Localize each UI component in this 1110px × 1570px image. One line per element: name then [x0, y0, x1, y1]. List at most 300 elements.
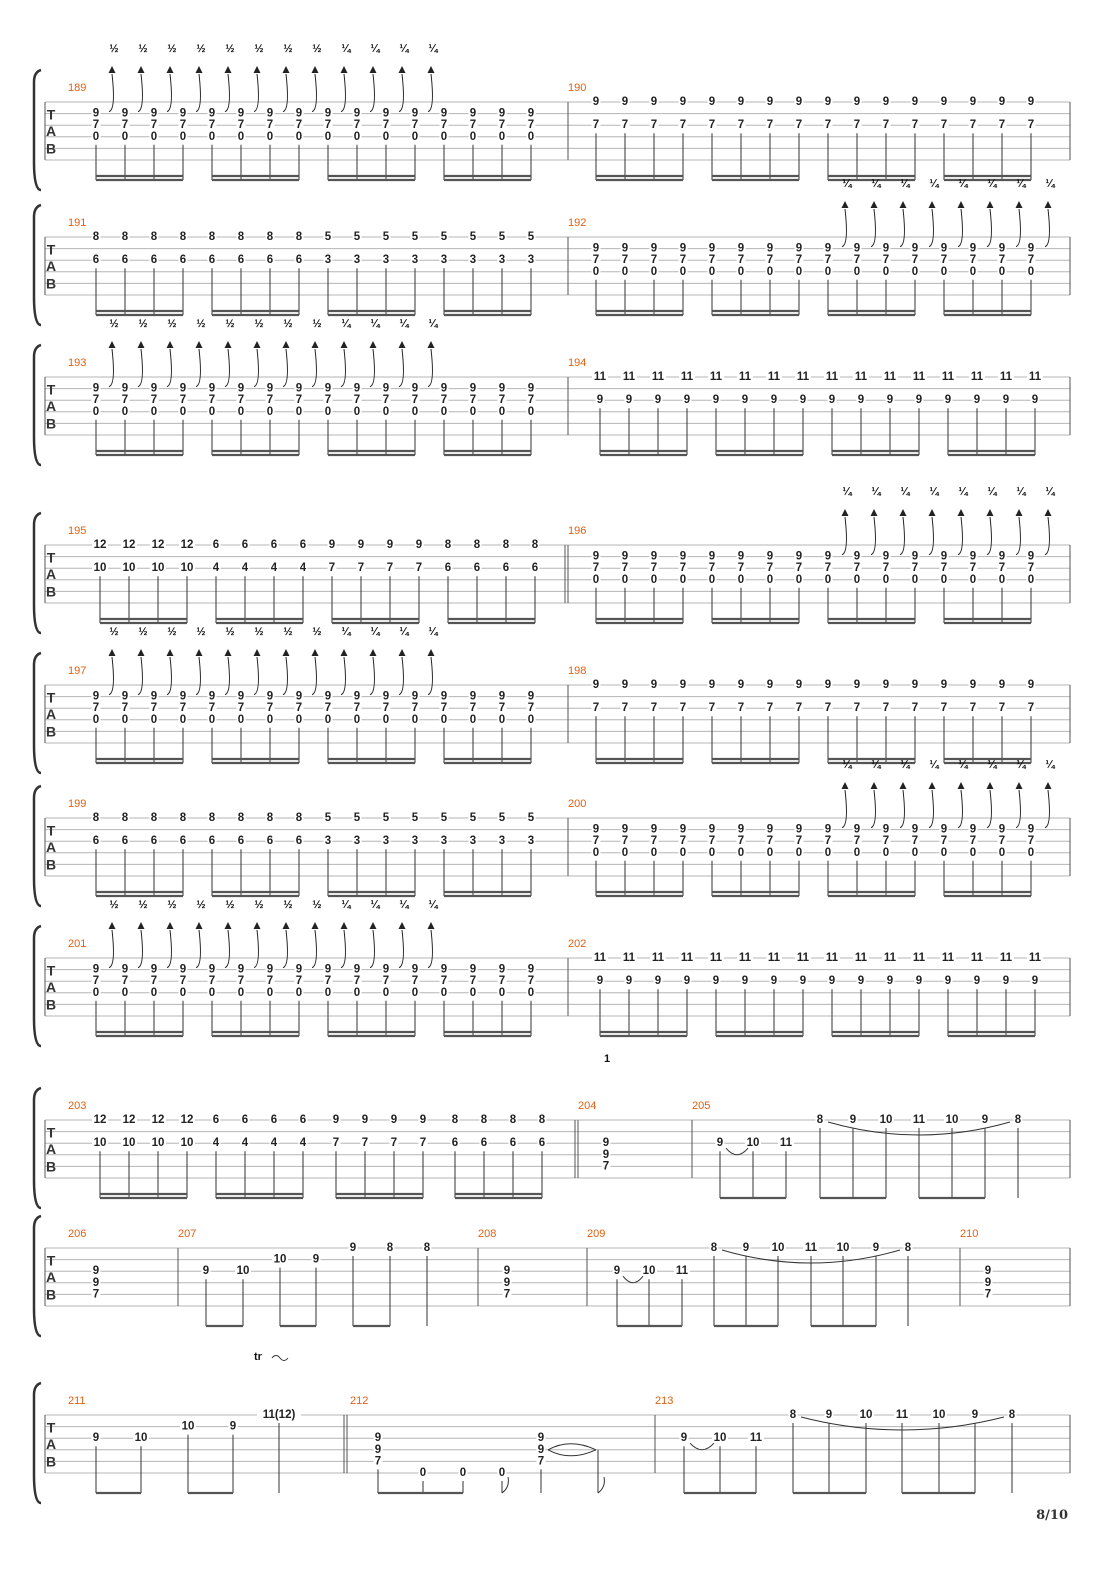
fret-number: 9: [1031, 394, 1039, 407]
bend-arrowhead: [370, 922, 377, 929]
fret-number: 11: [738, 371, 752, 383]
bend-amount: ¼: [987, 178, 997, 190]
fret-number: 6: [266, 254, 274, 267]
fret-number: 3: [527, 254, 535, 267]
bend-amount: ¼: [341, 318, 351, 330]
bend-amount: ½: [138, 43, 148, 55]
fret-number: 9: [940, 823, 948, 836]
bend-curve: [871, 209, 875, 247]
fret-number: 7: [295, 394, 303, 407]
fret-number: 7: [266, 702, 274, 715]
bend-curve: [900, 209, 904, 247]
fret-number: 7: [121, 119, 129, 132]
fret-number: 7: [824, 562, 832, 575]
bend-amount: ½: [312, 318, 322, 330]
fret-number: 9: [602, 1137, 610, 1150]
fret-number: 0: [766, 265, 774, 278]
bend-amount: ¼: [341, 43, 351, 55]
bend-curve: [167, 930, 171, 968]
measure-number: 210: [960, 1228, 979, 1240]
fret-number: 7: [602, 1160, 610, 1173]
bend-arrowhead: [109, 341, 116, 348]
bend-curve: [370, 349, 374, 387]
tab-label-a: A: [45, 1269, 57, 1285]
tab-label-a: A: [45, 839, 57, 855]
fret-number: 0: [969, 846, 977, 859]
fret-number: 7: [679, 254, 687, 267]
fret-number: 9: [679, 550, 687, 563]
tab-label-b: B: [45, 1158, 57, 1175]
fret-number: 9: [981, 1114, 989, 1126]
bend-curve: [254, 74, 258, 112]
bend-curve: [958, 790, 962, 828]
fret-number: 9: [683, 975, 691, 988]
fret-number: 12: [93, 1114, 107, 1126]
fret-number: 7: [295, 119, 303, 132]
bend-curve: [1045, 790, 1049, 828]
fret-number: 3: [498, 835, 506, 848]
bend-curve: [958, 517, 962, 555]
fret-number: 9: [324, 107, 332, 120]
tab-label-b: B: [45, 140, 57, 157]
fret-number: 7: [527, 119, 535, 132]
fret-number: 0: [121, 405, 129, 418]
fret-number: 8: [92, 231, 100, 243]
fret-number: 0: [469, 405, 477, 418]
fret-number: 10: [93, 562, 107, 575]
bend-amount: ½: [225, 626, 235, 638]
fret-number: 7: [527, 975, 535, 988]
fret-number: 4: [212, 562, 220, 575]
bend-amount: ½: [109, 899, 119, 911]
fret-number: 0: [179, 405, 187, 418]
fret-number: 0: [353, 405, 361, 418]
fret-number: 9: [1027, 242, 1035, 255]
trill-wave: [272, 1356, 288, 1361]
fret-number: 0: [998, 846, 1006, 859]
bend-amount: ½: [167, 43, 177, 55]
fret-number: 7: [498, 702, 506, 715]
measure-number: 197: [68, 665, 87, 677]
bend-amount: ½: [283, 899, 293, 911]
fret-number: 9: [766, 679, 774, 691]
fret-number: 9: [353, 107, 361, 120]
fret-number: 8: [1014, 1114, 1022, 1126]
bend-curve: [929, 209, 933, 247]
fret-number: 9: [266, 382, 274, 395]
fret-number: 7: [237, 975, 245, 988]
fret-number: 9: [973, 975, 981, 988]
staff-brace: [34, 345, 41, 465]
fret-number: 6: [179, 835, 187, 848]
fret-number: 9: [828, 975, 836, 988]
trill-marker: tr: [254, 1351, 262, 1363]
bend-curve: [312, 930, 316, 968]
fret-number: 11: [749, 1432, 763, 1445]
bend-arrowhead: [254, 66, 261, 73]
fret-number: 7: [92, 975, 100, 988]
fret-number: 7: [1027, 835, 1035, 848]
bend-amount: ¼: [428, 318, 438, 330]
staff-brace: [34, 653, 41, 773]
fret-number: 0: [411, 130, 419, 143]
volta-ending-number: 1: [603, 1053, 611, 1065]
fret-number: 10: [180, 1137, 194, 1150]
fret-number: 11: [593, 952, 607, 964]
fret-number: 8: [451, 1114, 459, 1126]
fret-number: 9: [92, 963, 100, 976]
bend-arrowhead: [109, 649, 116, 656]
fret-number: 9: [237, 963, 245, 976]
fret-number: 0: [237, 986, 245, 999]
fret-number: 9: [602, 1148, 610, 1161]
bend-amount: ¼: [871, 178, 881, 190]
fret-number: 9: [613, 1265, 621, 1278]
bend-arrowhead: [1016, 509, 1023, 516]
fret-number: 9: [353, 690, 361, 703]
fret-number: 7: [650, 254, 658, 267]
fret-number: 7: [940, 562, 948, 575]
fret-number: 11: [651, 371, 665, 383]
fret-number: 7: [853, 835, 861, 848]
fret-number: 9: [179, 690, 187, 703]
fret-number: 7: [795, 119, 803, 132]
measure-number: 195: [68, 525, 87, 537]
fret-number: 10: [771, 1242, 785, 1254]
fret-number: 8: [208, 812, 216, 824]
fret-number: 12: [122, 539, 136, 551]
fret-number: 7: [882, 702, 890, 715]
measure-number: 209: [587, 1228, 606, 1240]
fret-number: 9: [440, 107, 448, 120]
bend-amount: ¼: [1016, 759, 1026, 771]
bend-arrowhead: [167, 66, 174, 73]
bend-arrowhead: [958, 782, 965, 789]
bend-amount: ¼: [871, 759, 881, 771]
fret-number: 9: [650, 823, 658, 836]
fret-number: 9: [537, 1432, 545, 1445]
fret-number: 9: [121, 382, 129, 395]
bend-curve: [428, 74, 432, 112]
fret-number: 0: [92, 405, 100, 418]
fret-number: 0: [208, 713, 216, 726]
fret-number: 7: [795, 835, 803, 848]
fret-number: 7: [969, 254, 977, 267]
tab-label-t: T: [46, 106, 56, 123]
fret-number: 5: [469, 812, 477, 824]
fret-number: 0: [121, 986, 129, 999]
fret-number: 6: [241, 539, 249, 551]
fret-number: 9: [332, 1114, 340, 1126]
fret-number: 9: [969, 823, 977, 836]
fret-number: 7: [237, 702, 245, 715]
fret-number: 9: [824, 823, 832, 836]
bend-amount: ¼: [428, 626, 438, 638]
bend-curve: [987, 790, 991, 828]
fret-number: 9: [440, 690, 448, 703]
fret-number: 7: [332, 1137, 340, 1150]
fret-number: 7: [374, 1455, 382, 1468]
fret-number: 9: [625, 975, 633, 988]
fret-number: 7: [737, 562, 745, 575]
fret-number: 9: [411, 963, 419, 976]
fret-number: 0: [853, 846, 861, 859]
fret-number: 3: [440, 254, 448, 267]
fret-number: 3: [469, 254, 477, 267]
fret-number: 10: [151, 1137, 165, 1150]
fret-number: 0: [353, 713, 361, 726]
bend-amount: ½: [138, 899, 148, 911]
fret-number: 7: [150, 975, 158, 988]
bend-arrowhead: [871, 782, 878, 789]
fret-number: 9: [1027, 550, 1035, 563]
fret-number: 9: [498, 963, 506, 976]
bend-arrowhead: [842, 201, 849, 208]
fret-number: 7: [1027, 702, 1035, 715]
bend-arrowhead: [370, 341, 377, 348]
fret-number: 0: [621, 265, 629, 278]
bend-curve: [842, 790, 846, 828]
fret-number: 9: [766, 550, 774, 563]
fret-number: 7: [295, 702, 303, 715]
fret-number: 7: [621, 702, 629, 715]
fret-number: 9: [857, 975, 865, 988]
fret-number: 10: [181, 1420, 195, 1433]
fret-number: 9: [625, 394, 633, 407]
fret-number: 3: [353, 835, 361, 848]
fret-number: 8: [179, 812, 187, 824]
fret-number: 7: [679, 702, 687, 715]
fret-number: 6: [270, 539, 278, 551]
fret-number: 11: [796, 952, 810, 964]
fret-number: 9: [984, 1265, 992, 1278]
fret-number: 7: [882, 835, 890, 848]
fret-number: 0: [498, 986, 506, 999]
bend-curve: [842, 517, 846, 555]
fret-number: 5: [440, 812, 448, 824]
fret-number: 7: [266, 394, 274, 407]
bend-curve: [109, 74, 113, 112]
fret-number: 7: [353, 394, 361, 407]
fret-number: 7: [411, 119, 419, 132]
bend-amount: ¼: [428, 43, 438, 55]
fret-number: 11: [941, 952, 955, 964]
fret-number: 9: [824, 679, 832, 691]
fret-number: 9: [882, 550, 890, 563]
fret-number: 0: [295, 713, 303, 726]
fret-number: 9: [857, 394, 865, 407]
bend-arrowhead: [1045, 201, 1052, 208]
bend-curve: [138, 349, 142, 387]
bend-arrowhead: [842, 782, 849, 789]
fret-number: 7: [390, 1137, 398, 1150]
fret-number: 9: [915, 394, 923, 407]
bend-arrowhead: [370, 649, 377, 656]
fret-number: 7: [795, 562, 803, 575]
measure-number: 202: [568, 938, 587, 950]
fret-number: 10: [879, 1114, 893, 1126]
fret-number: 9: [911, 823, 919, 836]
fret-number: 9: [374, 1443, 382, 1456]
fret-number: 7: [679, 835, 687, 848]
fret-number: 7: [324, 975, 332, 988]
fret-number: 7: [940, 702, 948, 715]
fret-number: 7: [328, 562, 336, 575]
fret-number: 9: [828, 394, 836, 407]
bend-curve: [428, 349, 432, 387]
bend-amount: ¼: [842, 178, 852, 190]
fret-number: 6: [480, 1137, 488, 1150]
note-flag: [598, 1477, 604, 1493]
bend-curve: [225, 930, 229, 968]
bend-arrowhead: [225, 649, 232, 656]
bend-amount: ½: [225, 43, 235, 55]
fret-number: 7: [853, 562, 861, 575]
bend-amount: ¼: [900, 486, 910, 498]
bend-curve: [196, 930, 200, 968]
measure-number: 200: [568, 798, 587, 810]
fret-number: 6: [179, 254, 187, 267]
staff-brace: [34, 513, 41, 633]
fret-number: 9: [998, 242, 1006, 255]
bend-amount: ¼: [900, 178, 910, 190]
fret-number: 6: [121, 254, 129, 267]
fret-number: 7: [324, 394, 332, 407]
fret-number: 9: [179, 382, 187, 395]
fret-number: 6: [121, 835, 129, 848]
fret-number: 7: [824, 254, 832, 267]
bend-curve: [370, 930, 374, 968]
fret-number: 0: [498, 405, 506, 418]
fret-number: 9: [795, 679, 803, 691]
bend-amount: ½: [254, 318, 264, 330]
fret-number: 7: [650, 119, 658, 132]
fret-number: 7: [121, 394, 129, 407]
fret-number: 11: [912, 1114, 926, 1126]
fret-number: 7: [150, 702, 158, 715]
fret-number: 5: [527, 812, 535, 824]
fret-number: 0: [650, 573, 658, 586]
fret-number: 0: [737, 265, 745, 278]
fret-number: 9: [592, 679, 600, 691]
bend-amount: ¼: [1016, 486, 1026, 498]
bend-amount: ½: [167, 626, 177, 638]
fret-number: 10: [945, 1114, 959, 1126]
fret-number: 7: [411, 702, 419, 715]
fret-number: 8: [1008, 1409, 1016, 1421]
fret-number: 11: [883, 371, 897, 383]
fret-number: 10: [151, 562, 165, 575]
fret-number: 9: [92, 690, 100, 703]
bend-curve: [958, 209, 962, 247]
bend-curve: [225, 657, 229, 695]
bend-arrowhead: [987, 509, 994, 516]
fret-number: 3: [527, 835, 535, 848]
fret-number: 0: [266, 986, 274, 999]
fret-number: 7: [940, 254, 948, 267]
fret-number: 9: [882, 679, 890, 691]
bend-arrowhead: [399, 66, 406, 73]
bend-amount: ¼: [958, 178, 968, 190]
bend-amount: ¼: [958, 759, 968, 771]
fret-number: 10: [932, 1409, 946, 1421]
bend-arrowhead: [871, 201, 878, 208]
fret-number: 5: [411, 231, 419, 243]
fret-number: 9: [1002, 394, 1010, 407]
fret-number: 7: [737, 119, 745, 132]
fret-number: 3: [382, 835, 390, 848]
fret-number: 9: [708, 679, 716, 691]
fret-number: 6: [295, 835, 303, 848]
fret-number: 7: [592, 702, 600, 715]
fret-number: 0: [882, 265, 890, 278]
fret-number: 10: [180, 562, 194, 575]
fret-number: 11: [767, 952, 781, 964]
measure-number: 207: [178, 1228, 197, 1240]
fret-number: 9: [295, 690, 303, 703]
fret-number: 9: [795, 823, 803, 836]
bend-arrowhead: [254, 922, 261, 929]
fret-number: 8: [538, 1114, 546, 1126]
fret-number: 8: [266, 812, 274, 824]
fret-number: 0: [353, 130, 361, 143]
bend-arrowhead: [370, 66, 377, 73]
fret-number: 7: [92, 702, 100, 715]
bend-arrowhead: [283, 922, 290, 929]
tab-label-t: T: [46, 1419, 56, 1436]
fret-number: 9: [266, 963, 274, 976]
fret-number: 9: [766, 242, 774, 255]
bend-amount: ½: [109, 43, 119, 55]
fret-number: 5: [498, 231, 506, 243]
fret-number: 0: [911, 573, 919, 586]
fret-number: 9: [596, 975, 604, 988]
tab-label-a: A: [45, 706, 57, 722]
fret-number: 7: [237, 119, 245, 132]
fret-number: 0: [208, 130, 216, 143]
fret-number: 9: [374, 1432, 382, 1445]
fret-number: 4: [270, 562, 278, 575]
fret-number: 7: [386, 562, 394, 575]
fret-number: 7: [357, 562, 365, 575]
bend-arrowhead: [1045, 782, 1052, 789]
measure-number: 204: [578, 1100, 597, 1112]
fret-number: 0: [440, 405, 448, 418]
fret-number: 0: [998, 265, 1006, 278]
fret-number: 9: [92, 107, 100, 120]
fret-number: 0: [237, 713, 245, 726]
fret-number: 6: [473, 562, 481, 575]
tab-label-t: T: [46, 822, 56, 839]
fret-number: 9: [911, 96, 919, 108]
bend-arrowhead: [341, 66, 348, 73]
fret-number: 10: [93, 1137, 107, 1150]
fret-number: 0: [592, 846, 600, 859]
bend-arrowhead: [341, 341, 348, 348]
fret-number: 0: [150, 130, 158, 143]
fret-number: 6: [237, 254, 245, 267]
fret-number: 5: [411, 812, 419, 824]
bend-amount: ½: [312, 899, 322, 911]
fret-number: 9: [712, 975, 720, 988]
fret-number: 9: [527, 963, 535, 976]
bend-amount: ¼: [842, 759, 852, 771]
fret-number: 0: [1027, 265, 1035, 278]
fret-number: 7: [882, 254, 890, 267]
fret-number: 9: [295, 963, 303, 976]
fret-number: 7: [679, 119, 687, 132]
fret-number: 9: [621, 96, 629, 108]
